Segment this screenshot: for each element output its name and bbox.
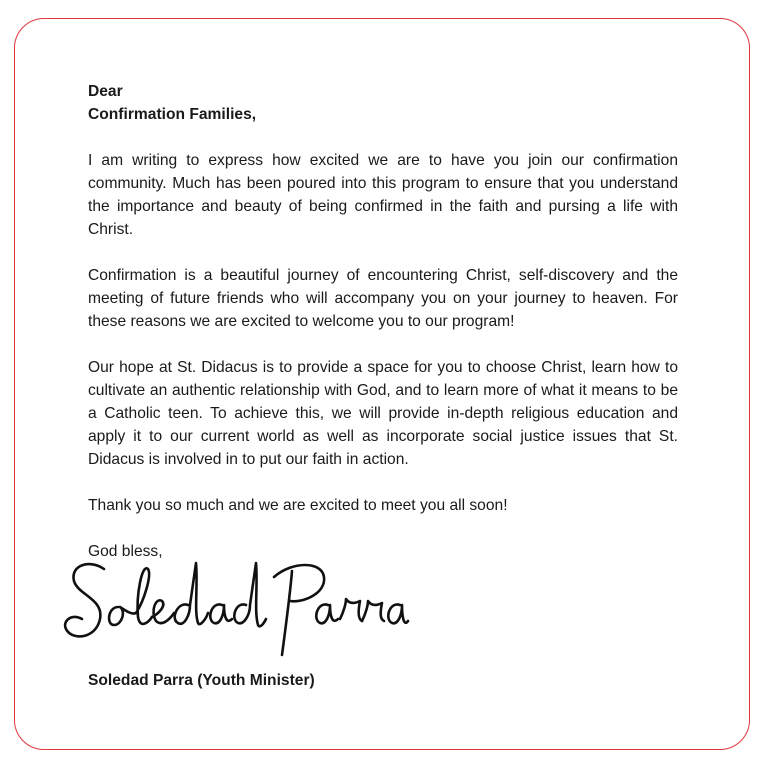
greeting-line-2: Confirmation Families, <box>88 106 257 123</box>
greeting-line-1: Dear <box>88 83 123 100</box>
paragraph-thanks: Thank you so much and we are excited to meet you all soon! <box>88 497 508 514</box>
handwritten-signature <box>60 555 410 660</box>
letter-body <box>88 80 678 563</box>
closing: God bless, <box>88 543 163 560</box>
paragraph-journey: Confirmation is a beautiful journey of encountering Christ, self-discovery and the meeting of future friends who will accompany you on your journey to heaven. For these reasons we are excited to welcome you to our program! <box>88 267 678 330</box>
signer-name: Soledad Parra (Youth Minister) <box>88 672 315 689</box>
paragraph-intro: I am writing to express how excited we are to have you join our confirmation community. Much has been poured into this program to ensure that you understand the importance and beauty of being confirmed in the faith and pursing a life with Christ. <box>88 152 678 238</box>
paragraph-hope: Our hope at St. Didacus is to provide a space for you to choose Christ, learn how to cultivate an authentic relationship with God, and to learn more of what it means to be a Catholic teen. To achieve this, we will provide in-depth religious education and apply it to our current world as well as incorporate social justice issues that St. Didacus is involved in to put our faith in action. <box>88 359 678 468</box>
salutation <box>88 80 678 126</box>
